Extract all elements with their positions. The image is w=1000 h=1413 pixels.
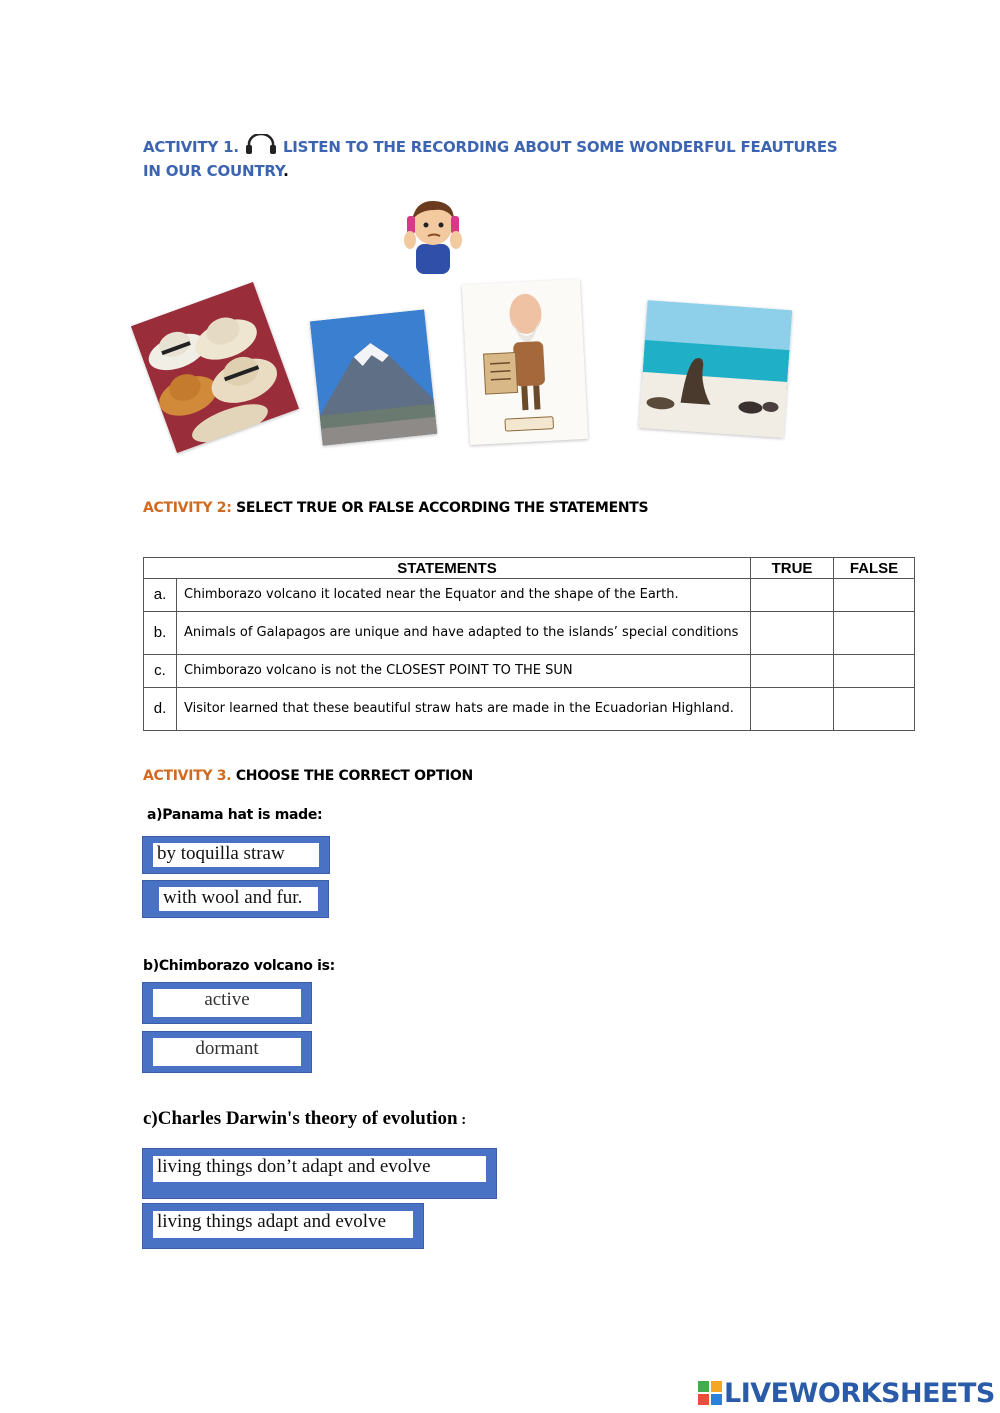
header-true: TRUE: [751, 558, 834, 579]
option-button[interactable]: [142, 880, 329, 918]
activity-2-label: ACTIVITY 2:: [143, 500, 232, 516]
question-c-colon: :: [457, 1112, 467, 1128]
row-statement: Chimborazo volcano is not the CLOSEST POINT TO THE SUN: [177, 655, 751, 688]
option-button[interactable]: [142, 1031, 312, 1073]
false-cell[interactable]: [834, 688, 915, 731]
row-letter: b.: [144, 612, 177, 655]
question-b-prompt: b)Chimborazo volcano is:: [143, 958, 335, 974]
chimborazo-volcano-photo: [310, 309, 437, 445]
option-label: with wool and fur.: [159, 887, 318, 911]
option-button[interactable]: [142, 982, 312, 1024]
row-statement: Animals of Galapagos are unique and have adapted to the islands’ special conditions: [177, 612, 751, 655]
row-letter: c.: [144, 655, 177, 688]
true-cell[interactable]: [751, 688, 834, 731]
true-cell[interactable]: [751, 612, 834, 655]
table-header-row: [144, 558, 915, 579]
true-cell[interactable]: [751, 655, 834, 688]
option-button[interactable]: [142, 1148, 497, 1199]
header-statements: STATEMENTS: [144, 558, 751, 579]
activity-2-heading: [143, 500, 648, 516]
activity-3-text: CHOOSE THE CORRECT OPTION: [235, 768, 473, 784]
activity-3-label: ACTIVITY 3.: [143, 768, 232, 784]
table-row: [144, 688, 915, 731]
false-cell[interactable]: [834, 655, 915, 688]
activity-1-label: ACTIVITY 1.: [143, 138, 239, 156]
activity-1-period: .: [283, 162, 289, 180]
true-cell[interactable]: [751, 579, 834, 612]
question-a-prompt: a)Panama hat is made:: [147, 807, 323, 823]
question-c-text: c)Charles Darwin's theory of evolution: [143, 1108, 458, 1129]
false-cell[interactable]: [834, 579, 915, 612]
row-statement: Visitor learned that these beautiful straw hats are made in the Ecuadorian Highland.: [177, 688, 751, 731]
galapagos-sea-lions-photo: [639, 300, 793, 438]
table-row: [144, 612, 915, 655]
option-button[interactable]: [142, 836, 330, 874]
brand-name: LIVEWORKSHEETS: [724, 1377, 995, 1409]
activity-2-text: SELECT TRUE OR FALSE ACCORDING THE STATEMENTS: [236, 500, 649, 516]
activity-1-heading: [143, 134, 843, 183]
option-label: dormant: [153, 1038, 301, 1066]
boy-with-headphones-image: [398, 196, 468, 276]
option-label: living things don’t adapt and evolve: [153, 1156, 486, 1182]
option-button[interactable]: [142, 1203, 424, 1249]
question-c-prompt: [143, 1108, 466, 1130]
false-cell[interactable]: [834, 612, 915, 655]
straw-hats-photo: [131, 282, 299, 453]
option-label: by toquilla straw: [153, 843, 319, 867]
statements-table: [143, 557, 915, 731]
charles-darwin-cartoon-image: [462, 279, 588, 445]
liveworksheets-logo-icon: [698, 1381, 722, 1405]
headphones-icon: [244, 134, 278, 154]
row-letter: a.: [144, 579, 177, 612]
row-statement: Chimborazo volcano it located near the Equator and the shape of the Earth.: [177, 579, 751, 612]
activity-1-text: LISTEN TO THE RECORDING ABOUT SOME WONDERFUL FEAUTURES IN OUR COUNTRY: [143, 138, 838, 180]
liveworksheets-logo: [698, 1376, 995, 1410]
table-row: [144, 655, 915, 688]
activity-3-heading: [143, 768, 473, 784]
row-letter: d.: [144, 688, 177, 731]
header-false: FALSE: [834, 558, 915, 579]
option-label: living things adapt and evolve: [153, 1211, 413, 1238]
table-row: [144, 579, 915, 612]
option-label: active: [153, 989, 301, 1017]
